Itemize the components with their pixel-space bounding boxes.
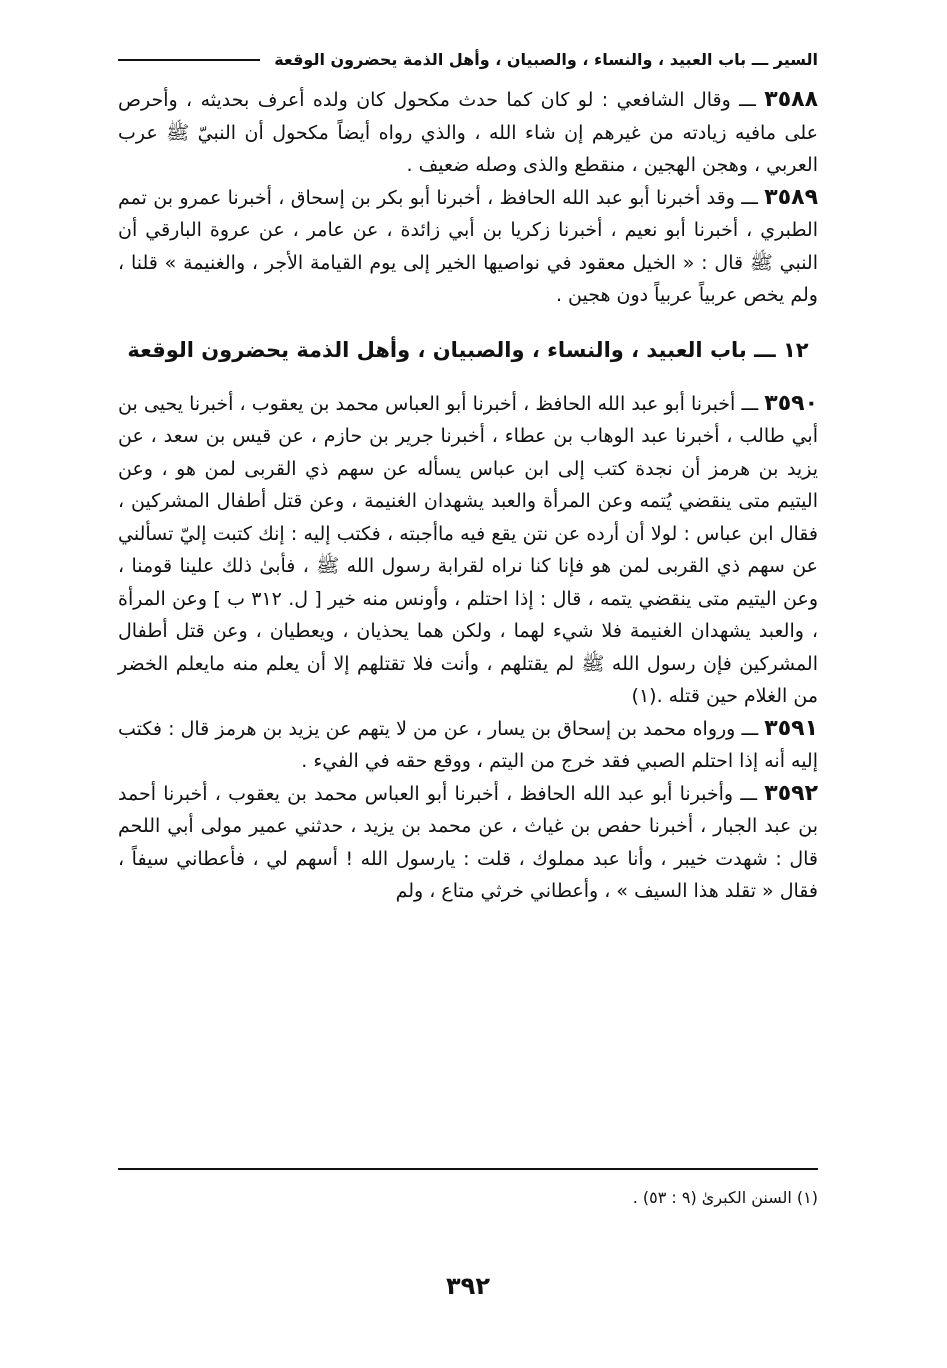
hadith-paragraph <box>118 713 818 778</box>
hadith-text: ـــ وقال الشافعي : لو كان كما حدث مكحول كان ولده أعرف بحديثه ، وأحرص على مافيه زيادته من غيرهم إن شاء الله ، والذي رواه أيضاً مكحول أن النبيّ ﷺ عرب العربي ، وهجن الهجين ، منقطع والذى وصله ضعيف . <box>118 89 818 176</box>
hadith-text: ـــ أخبرنا أبو عبد الله الحافظ ، أخبرنا أبو العباس محمد بن يعقوب ، أخبرنا يحيى بن أبي طالب ، أخبرنا عبد الوهاب بن عطاء ، أخبرنا جرير بن حازم ، عن قيس بن سعد ، عن يزيد بن هرمز أن نجدة كتب إلى ابن عباس يسأله عن سهم ذي القربى لمن هو ، وعن اليتيم متى ينقضي يُتمه وعن المرأة والعبد يشهدان الغنيمة ، وعن قتل أطفال المشركين ، فقال ابن عباس : لولا أن أرده عن نتن يقع فيه ماأجبته ، فكتب إليه : إنك كتبت إليّ تسألني عن سهم ذي القربى لمن هو فإنا كنا نراه لقرابة رسول الله ﷺ ، فأبىٰ ذلك علينا قومنا ، وعن اليتيم متى ينقضي يتمه ، قال : إذا احتلم ، وأونس منه خير [ ل. ٣١٢ ب ] وعن المرأة ، والعبد يشهدان الغنيمة فلا شيء لهما ، ولكن هما يحذيان ، ويعطيان ، وعن قتل أطفال المشركين فإن رسول الله ﷺ لم يقتلهم ، وأنت فلا تقتلهم إلا أن يعلم منه مايعلم الخضر من الغلام حين قتله .(١) <box>118 392 819 707</box>
chapter-title: ١٢ ـــ باب العبيد ، والنساء ، والصبيان ، وأهل الذمة يحضرون الوقعة <box>127 337 809 362</box>
running-header <box>118 50 818 69</box>
hadith-number: ٣٥٩١ <box>764 715 818 741</box>
hadith-number: ٣٥٨٨ <box>764 87 818 112</box>
page-number: ٣٩٢ <box>446 1272 490 1300</box>
hadith-number: ٣٥٨٩ <box>764 184 818 210</box>
hadith-paragraph <box>118 182 818 312</box>
hadith-text: ـــ وأخبرنا أبو عبد الله الحافظ ، أخبرنا أبو العباس محمد بن يعقوب ، أخبرنا أحمد بن عبد الجبار ، أخبرنا حفص بن غياث ، عن محمد بن يزيد ، حدثني عمير مولى أبي اللحم قال : شهدت خيبر ، وأنا عبد مملوك ، قلت : يارسول الله ! أسهم لي ، فأعطاني سيفاً ، فقال « تقلد هذا السيف » ، وأعطاني خرثي متاع ، ولم <box>118 782 818 902</box>
footnote: (١) السنن الكبرىٰ (٩ : ٥٣) . <box>632 1188 818 1207</box>
book-page <box>118 40 818 1340</box>
running-title: السير ـــ باب العبيد ، والنساء ، والصبيان ، وأهل الذمة يحضرون الوقعة <box>274 50 818 69</box>
hadith-number: ٣٥٩٠ <box>764 390 818 416</box>
hadith-paragraph <box>118 84 818 182</box>
footnote-rule <box>118 1168 818 1170</box>
hadith-paragraph <box>118 388 818 713</box>
hadith-text: ـــ ورواه محمد بن إسحاق بن يسار ، عن من لا يتهم عن يزيد بن هرمز قال : فكتب إليه أنه إذا احتلم الصبي فقد خرج من اليتم ، ووقع حقه في الفيء . <box>118 717 818 772</box>
body-text <box>118 84 818 908</box>
header-rule <box>118 59 260 61</box>
hadith-paragraph <box>118 778 818 908</box>
hadith-text: ـــ وقد أخبرنا أبو عبد الله الحافظ ، أخبرنا أبو بكر بن إسحاق ، أخبرنا عمرو بن تمم الطبري ، أخبرنا أبو نعيم ، أخبرنا زكريا بن أبي زائدة ، عن عامر ، عن عروة البارقي أن النبي ﷺ قال : « الخيل معقود في نواصيها الخير إلى يوم القيامة الأجر ، والغنيمة » قلنا ، ولم يخص عربياً عربياً دون هجين . <box>118 186 818 306</box>
hadith-number: ٣٥٩٢ <box>764 780 818 806</box>
